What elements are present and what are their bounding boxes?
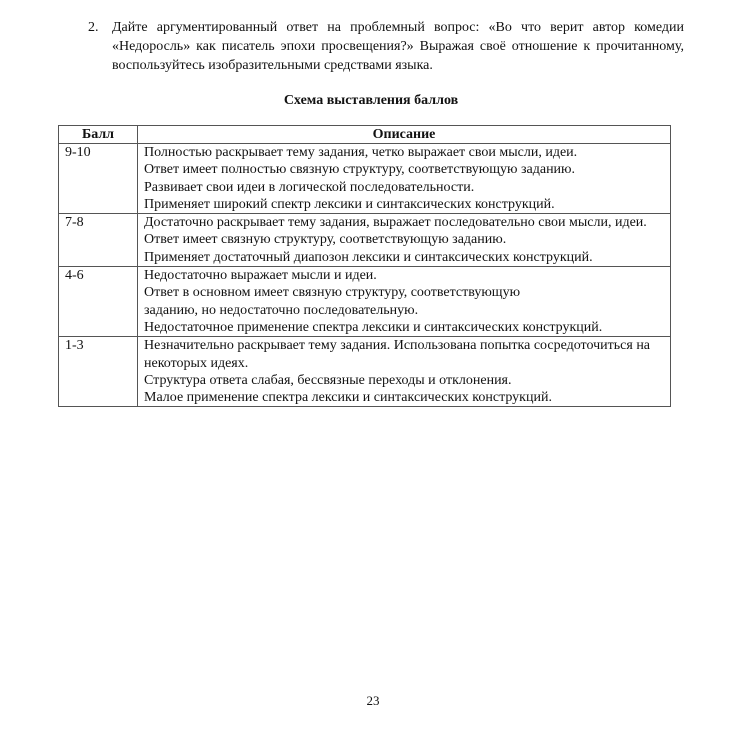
description-line: Малое применение спектра лексики и синтаксических конструкций. <box>144 390 552 406</box>
table-row <box>59 337 671 407</box>
row-score: 9-10 <box>59 144 138 214</box>
description-line: заданию, но недостаточно последовательную. <box>144 302 419 318</box>
description-line: Недостаточно выражает мысли и идеи. <box>144 268 377 284</box>
description-line: Достаточно раскрывает тему задания, выражает последовательно свои мысли, идеи. <box>144 215 647 231</box>
table-row <box>59 267 671 337</box>
section-title: Схема выставления баллов <box>283 93 459 108</box>
page-number: 23 <box>366 693 380 708</box>
scoring-table <box>58 125 671 407</box>
description-line: Ответ имеет полностью связную структуру, соответствующую заданию. <box>144 162 576 178</box>
header-description: Описание <box>138 126 671 144</box>
table-row <box>59 144 671 214</box>
table-row <box>59 214 671 267</box>
description-line: Развивает свои идеи в логической последовательности. <box>144 179 475 195</box>
description-line: Недостаточное применение спектра лексики и синтаксических конструкций. <box>144 319 603 335</box>
question-text: Дайте аргументированный ответ на проблемный вопрос: «Во что верит автор комедии «Недоросль» как писатель эпохи просвещения?» Выражая своё отношение к прочитанному, воспользуйтесь изобразительными средствами языка. <box>112 20 684 73</box>
description-line: Применяет широкий спектр лексики и синтаксических конструкций. <box>144 196 555 212</box>
table-header-row <box>59 126 671 144</box>
row-score: 7-8 <box>59 214 138 267</box>
row-description <box>138 214 671 267</box>
row-score: 1-3 <box>59 337 138 407</box>
question-number: 2. <box>88 20 99 35</box>
row-score: 4-6 <box>59 267 138 337</box>
header-score: Балл <box>59 126 138 144</box>
description-line: Незначительно раскрывает тему задания. Использована попытка сосредоточиться на некоторых идеях. <box>144 338 651 371</box>
row-description <box>138 337 671 407</box>
description-line: Полностью раскрывает тему задания, четко выражает свои мысли, идеи. <box>144 145 578 160</box>
description-line: Структура ответа слабая, бессвязные переходы и отклонения. <box>144 372 512 388</box>
question-item <box>88 18 684 75</box>
row-description <box>138 267 671 337</box>
description-line: Ответ имеет связную структуру, соответствующую заданию. <box>144 232 507 248</box>
description-line: Ответ в основном имеет связную структуру, соответствующую <box>144 285 521 301</box>
row-description <box>138 144 671 214</box>
description-line: Применяет достаточный диапозон лексики и синтаксических конструкций. <box>144 249 593 265</box>
